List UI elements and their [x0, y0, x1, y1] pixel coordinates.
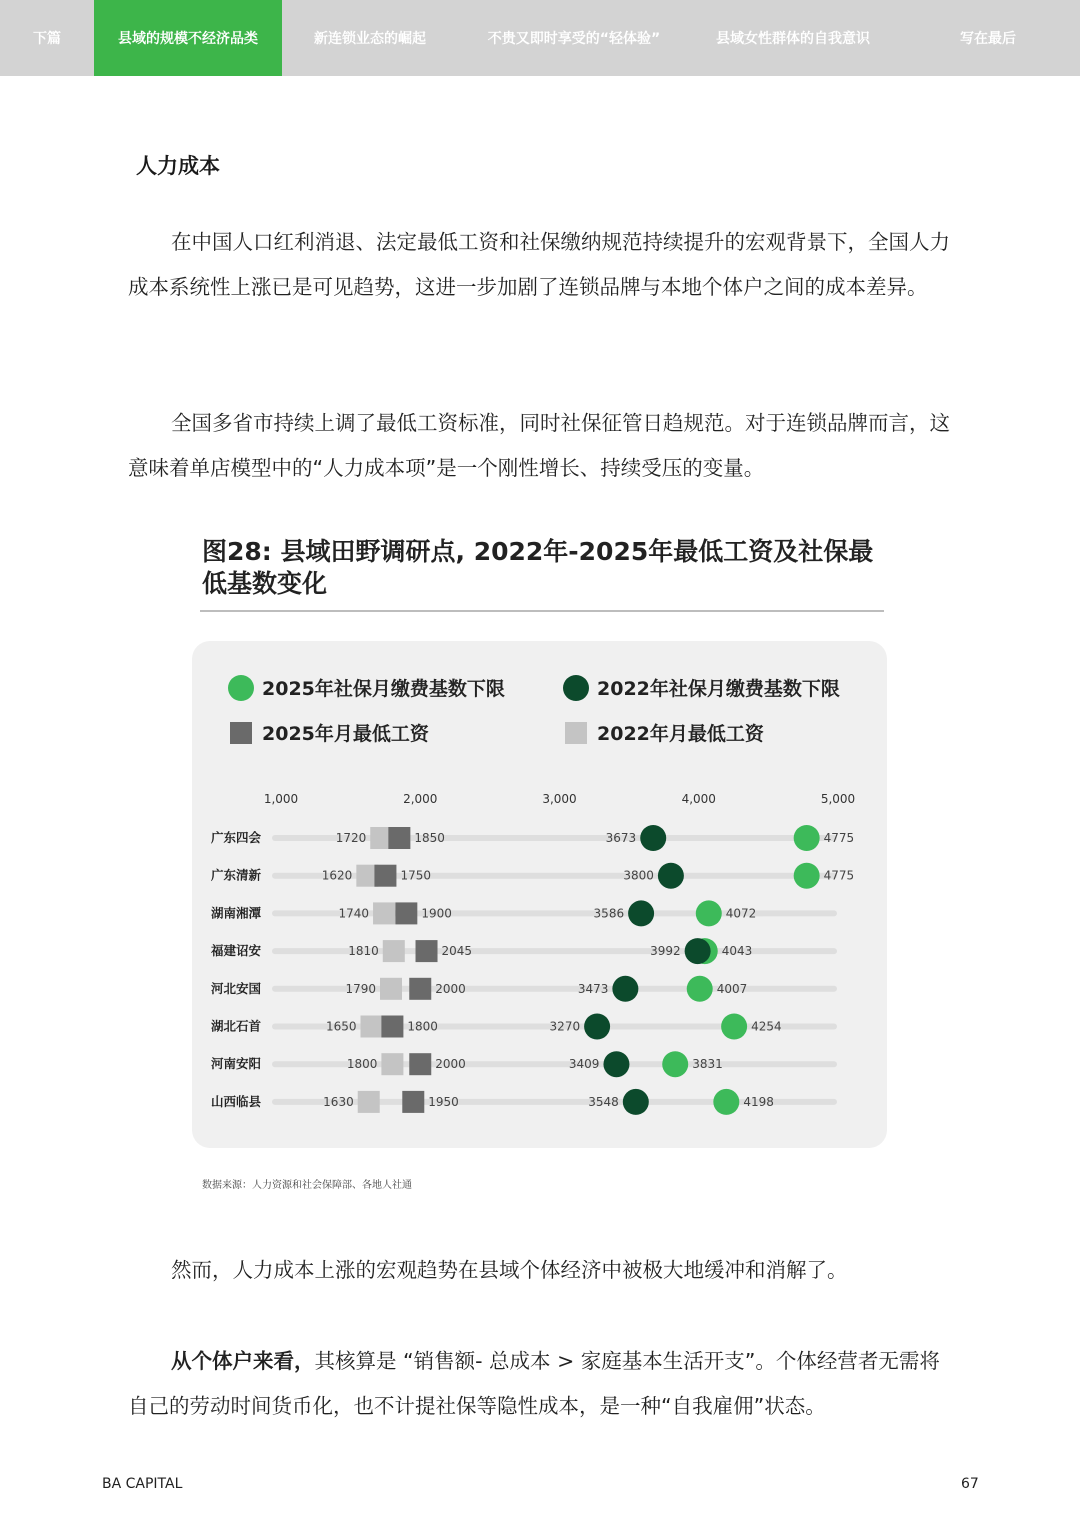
- min-wage-2025-marker: [402, 1091, 424, 1113]
- min-wage-2022-marker: [358, 1091, 380, 1113]
- legend-label: 2022年月最低工资: [597, 723, 764, 745]
- figure-title: 图28: 县域田野调研点, 2022年-2025年最低工资及社保最低基数变化: [202, 537, 874, 598]
- dot-range-chart: [192, 641, 887, 1148]
- paragraph-4-lead: 从个体户来看，: [171, 1349, 315, 1373]
- social-security-2022-label: 3673: [605, 831, 637, 845]
- social-security-2022-label: 3586: [593, 906, 625, 921]
- min-wage-2022-marker: [381, 1053, 403, 1075]
- page-number: 67: [961, 1476, 979, 1492]
- tab-new-chains[interactable]: 新连锁业态的崛起: [314, 31, 426, 47]
- min-wage-2022-label: 1720: [335, 831, 367, 845]
- category-label: 福建诏安: [211, 943, 262, 959]
- paragraph-3: 然而，人力成本上涨的宏观趋势在县域个体经济中被极大地缓冲和消解了。: [171, 1258, 848, 1282]
- paragraph-1: 在中国人口红利消退、法定最低工资和社保缴纳规范持续提升的宏观背景下，全国人力成本系统性上涨已是可见趋势，这进一步加剧了连锁品牌与本地个体户之间的成本差异。: [128, 230, 950, 299]
- min-wage-2025-label: 1800: [407, 1019, 438, 1034]
- paragraph-4-body: 其核算是 “销售额- 总成本 > 家庭基本生活开支”。个体经营者无需将自己的劳动时间货币化，也不计提社保等隐性成本，是一种“自我雇佣”状态。: [128, 1349, 940, 1418]
- social-security-2022-label: 3473: [577, 981, 609, 996]
- social-security-2022-label: 3270: [549, 1019, 581, 1034]
- social-security-2025-label: 3831: [692, 1057, 723, 1072]
- min-wage-2025-marker: [388, 827, 410, 849]
- paragraph-2: 全国多省市持续上调了最低工资标准，同时社保征管日趋规范。对于连锁品牌而言，这意味着单店模型中的“人力成本项”是一个刚性增长、持续受压的变量。: [128, 411, 950, 480]
- tab-light-experience[interactable]: 不贵又即时享受的“轻体验”: [487, 31, 661, 47]
- social-security-2025-label: 4775: [823, 868, 855, 883]
- social-security-2022-marker: [612, 976, 638, 1002]
- social-security-2025-marker: [721, 1014, 747, 1040]
- category-label: 广东四会: [211, 830, 262, 845]
- category-label: 广东清新: [211, 867, 262, 883]
- legend-label: 2025年月最低工资: [262, 723, 429, 745]
- min-wage-2025-marker: [409, 978, 431, 1000]
- tab-scale-diseconomy[interactable]: 县域的规模不经济品类: [94, 0, 282, 76]
- social-security-2025-marker: [713, 1089, 739, 1115]
- min-wage-2025-marker: [409, 1053, 431, 1075]
- section-heading: 人力成本: [136, 154, 220, 178]
- social-security-2022-label: 3992: [650, 944, 681, 959]
- x-tick-label: 2,000: [403, 792, 438, 806]
- social-security-2025-marker: [794, 825, 820, 851]
- social-security-2022-label: 3409: [568, 1057, 600, 1072]
- category-label: 河南安阳: [211, 1056, 262, 1072]
- social-security-2025-label: 4775: [823, 831, 855, 845]
- social-security-2025-marker: [794, 863, 820, 889]
- footer-brand: BA CAPITAL: [102, 1476, 183, 1492]
- social-security-2025-label: 4198: [743, 1094, 774, 1109]
- min-wage-2025-label: 1750: [400, 868, 431, 883]
- social-security-2025-label: 4043: [721, 944, 753, 959]
- social-security-2025-label: 4007: [716, 981, 748, 996]
- social-security-2022-marker: [685, 938, 711, 964]
- tab-afterword[interactable]: 写在最后: [960, 31, 1016, 47]
- paragraph-4: [128, 1339, 958, 1429]
- min-wage-2025-label: 1850: [414, 831, 445, 845]
- social-security-2022-marker: [584, 1014, 610, 1040]
- category-label: 河北安国: [211, 980, 262, 996]
- min-wage-2022-marker: [373, 902, 395, 924]
- figure-divider: [200, 610, 884, 612]
- social-security-2022-marker: [658, 863, 684, 889]
- min-wage-2022-marker: [383, 940, 405, 962]
- min-wage-2025-marker: [395, 902, 417, 924]
- min-wage-2025-marker: [416, 940, 438, 962]
- min-wage-2022-label: 1810: [348, 944, 379, 959]
- tab-part-two[interactable]: 下篇: [33, 31, 61, 47]
- min-wage-2022-label: 1630: [323, 1094, 354, 1109]
- tab-female-awareness[interactable]: 县域女性群体的自我意识: [716, 31, 870, 47]
- min-wage-2022-label: 1790: [345, 981, 377, 996]
- social-security-2022-marker: [640, 825, 666, 851]
- social-security-2022-marker: [628, 900, 654, 926]
- social-security-2022-marker: [603, 1051, 629, 1077]
- x-tick-label: 4,000: [681, 792, 716, 806]
- category-label: 山西临县: [211, 1093, 262, 1109]
- category-label: 湖北石首: [211, 1018, 262, 1034]
- legend-label: 2022年社保月缴费基数下限: [597, 678, 840, 700]
- min-wage-2025-label: 2000: [435, 1057, 466, 1072]
- x-tick-label: 5,000: [820, 792, 856, 806]
- social-security-2025-marker: [662, 1051, 688, 1077]
- min-wage-2025-marker: [381, 1016, 403, 1038]
- figure-source: 数据来源：人力资源和社会保障部、各地人社通: [202, 1180, 412, 1191]
- min-wage-2025-label: 2000: [435, 981, 466, 996]
- min-wage-2022-marker: [361, 1016, 383, 1038]
- min-wage-2025-marker: [374, 865, 396, 887]
- x-tick-label: 1,000: [263, 792, 299, 806]
- top-nav: [0, 0, 1080, 76]
- social-security-2022-label: 3800: [623, 868, 654, 883]
- category-label: 湖南湘潭: [211, 905, 262, 921]
- min-wage-2022-label: 1620: [321, 868, 353, 883]
- legend-label: 2025年社保月缴费基数下限: [262, 678, 505, 700]
- social-security-2025-label: 4254: [751, 1019, 782, 1034]
- social-security-2025-label: 4072: [725, 906, 757, 921]
- social-security-2022-marker: [623, 1089, 649, 1115]
- min-wage-2025-label: 2045: [441, 944, 473, 959]
- x-tick-label: 3,000: [542, 792, 577, 806]
- social-security-2025-marker: [687, 976, 713, 1002]
- min-wage-2025-label: 1950: [428, 1094, 459, 1109]
- min-wage-2025-label: 1900: [421, 906, 452, 921]
- social-security-2025-marker: [696, 900, 722, 926]
- min-wage-2022-marker: [380, 978, 402, 1000]
- min-wage-2022-label: 1800: [346, 1057, 378, 1072]
- social-security-2022-label: 3548: [588, 1094, 619, 1109]
- min-wage-2022-label: 1740: [338, 906, 370, 921]
- min-wage-2022-label: 1650: [325, 1019, 357, 1034]
